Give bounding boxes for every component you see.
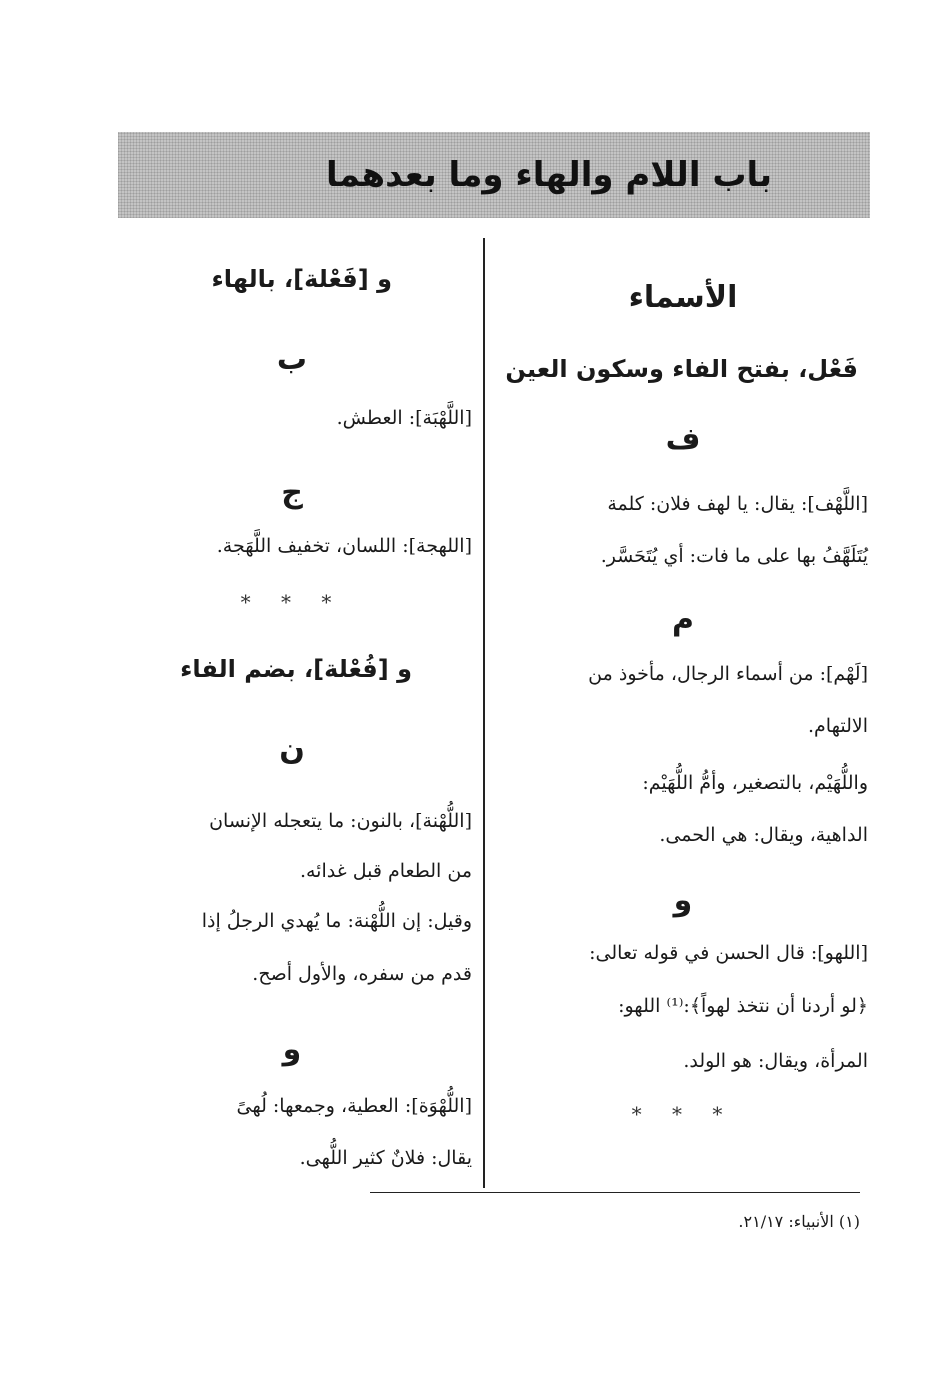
pattern-heading-fuala: و [فُعْلة]، بضم الفاء	[180, 655, 412, 683]
pattern-heading-faala: و [فَعْلة]، بالهاء	[211, 265, 392, 293]
entry-luhaym-line1: واللُّهَيْم، بالتصغير، وأمُّ اللُّهَيْم:	[642, 772, 868, 794]
entry-lahja: [اللهجة]: اللسان، تخفيف اللَّهَجة.	[216, 535, 472, 557]
entry-lahf-line1: [اللَّهْف]: يقال: يا لهف فلان: كلمة	[607, 493, 868, 515]
letter-heading-f: ف	[665, 422, 701, 457]
entry-lahw-line1: [اللهو]: قال الحسن في قوله تعالى:	[589, 942, 868, 964]
footnote-divider	[370, 1192, 860, 1193]
letter-heading-w-left: و	[282, 1032, 302, 1067]
entry-lahf-line2: يُتَلَهَّفُ بها على ما فات: أي يُتَحَسَّر.	[600, 545, 868, 567]
letter-heading-b: ب	[276, 342, 308, 377]
section-title: الأسماء	[628, 280, 738, 315]
letter-heading-m: م	[672, 602, 694, 637]
entry-laham-line1: [لَهْم]: من أسماء الرجال، مأخوذ من	[588, 663, 868, 685]
chapter-title: باب اللام والهاء وما بعدهما	[325, 155, 773, 195]
entry-luhna2-line1: وقيل: إن اللُّهْنة: ما يُهدي الرجلُ إذا	[201, 910, 472, 932]
entry-laham-line2: الالتهام.	[808, 715, 868, 737]
entry-luhna-line1: [اللُّهْنة]، بالنون: ما يتعجله الإنسان	[209, 810, 472, 832]
letter-heading-n: ن	[279, 732, 305, 767]
entry-luhwa-line1: [اللُّهْوَة]: العطية، وجمعها: لُهىً	[236, 1095, 472, 1117]
entry-luhaym-line2: الداهية، ويقال: هي الحمى.	[659, 824, 868, 846]
entry-luhwa-line2: يقال: فلانٌ كثير اللُّهى.	[299, 1147, 472, 1169]
letter-heading-w: و	[673, 883, 693, 918]
footnote: (١) الأنبياء: ٢١/١٧.	[738, 1212, 860, 1231]
letter-heading-j: ج	[281, 475, 303, 510]
entry-lahba: [اللَّهْبَة]: العطش.	[336, 407, 472, 429]
section-separator-left: * * *	[240, 590, 344, 614]
entry-luhna-line2: من الطعام قبل غدائه.	[299, 860, 472, 882]
section-separator: * * *	[631, 1102, 735, 1126]
entry-lahw-line3: المرأة، ويقال: هو الولد.	[683, 1050, 868, 1072]
pattern-heading: فَعْل، بفتح الفاء وسكون العين	[505, 355, 858, 383]
entry-luhna2-line2: قدم من سفره، والأول أصح.	[252, 963, 472, 985]
chapter-banner	[118, 132, 870, 218]
column-divider	[483, 238, 485, 1188]
entry-lahw-line2: ﴿لو أردنا أن نتخذ لهواً﴾:⁽¹⁾ اللهو:	[618, 995, 868, 1017]
